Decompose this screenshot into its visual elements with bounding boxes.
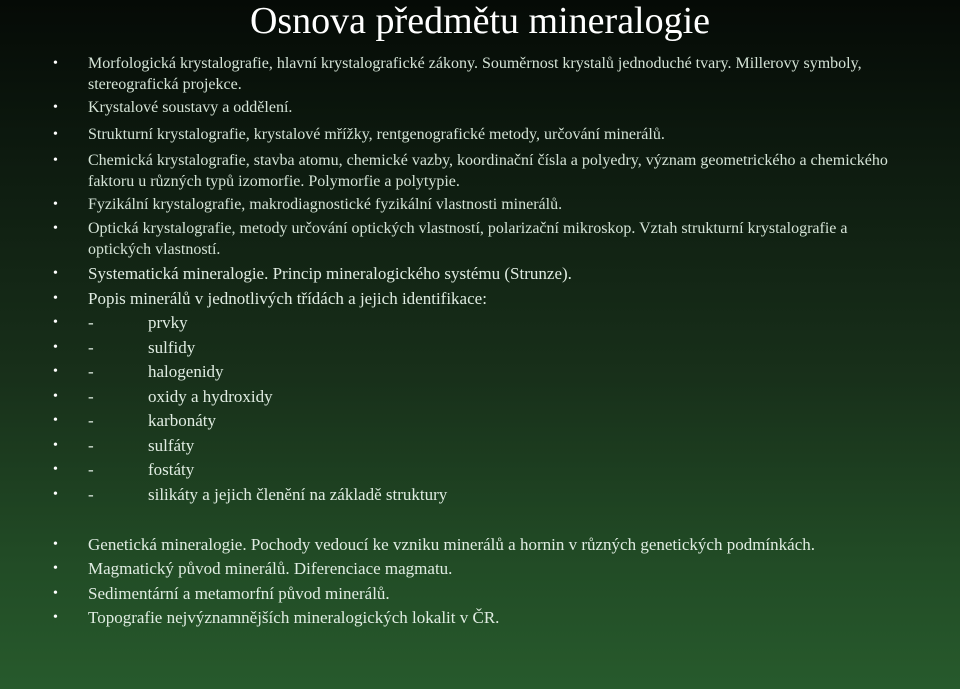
list-item-text: Topografie nejvýznamnějších mineralogických lokalit v ČR.	[88, 608, 500, 627]
bullet-icon: •	[53, 56, 58, 71]
sub-list-item-text: prvky	[148, 313, 188, 332]
bullet-icon: •	[53, 561, 58, 576]
bullet-icon: •	[53, 413, 58, 428]
dash-marker: -	[88, 436, 94, 455]
list-item-text: Krystalové soustavy a oddělení.	[88, 99, 293, 116]
dash-marker: -	[88, 387, 94, 406]
bullet-icon: •	[53, 610, 58, 625]
list-item-text: Chemická krystalografie, stavba atomu, chemické vazby, koordinační čísla a polyedry, význam geometrického a chemického faktoru u různých typů izomorfie. Polymorfie a polytypie.	[88, 152, 888, 190]
bullet-icon: •	[53, 127, 58, 142]
slide-title: Osnova předmětu mineralogie	[249, 0, 711, 42]
dash-marker: -	[88, 313, 94, 332]
bullet-icon: •	[53, 438, 58, 453]
dash-marker: -	[88, 411, 94, 430]
list-item-text: Morfologická krystalografie, hlavní krystalografické zákony. Souměrnost krystalů jednoduché tvary. Millerovy symboly, stereografická projekce.	[88, 55, 862, 93]
dash-marker: -	[88, 362, 94, 381]
dash-marker: -	[88, 338, 94, 357]
bullet-icon: •	[53, 221, 58, 236]
dash-marker: -	[88, 460, 94, 479]
bullet-icon: •	[53, 153, 58, 168]
bullet-icon: •	[53, 266, 58, 281]
bullet-icon: •	[53, 197, 58, 212]
bullet-icon: •	[53, 389, 58, 404]
sub-list-item-text: halogenidy	[148, 362, 224, 381]
bullet-icon: •	[53, 315, 58, 330]
sub-list-item-text: karbonáty	[148, 411, 216, 430]
bullet-icon: •	[53, 364, 58, 379]
sub-list-item-text: fostáty	[148, 460, 195, 479]
dash-marker: -	[88, 485, 94, 504]
sub-list-item-text: silikáty a jejich členění na základě struktury	[148, 485, 448, 504]
list-item-text: Popis minerálů v jednotlivých třídách a jejich identifikace:	[88, 289, 487, 308]
bullet-icon: •	[53, 340, 58, 355]
sub-list-item-text: sulfáty	[148, 436, 195, 455]
bullet-icon: •	[53, 586, 58, 601]
bullet-icon: •	[53, 462, 58, 477]
list-item-text: Optická krystalografie, metody určování optických vlastností, polarizační mikroskop. Vztah strukturní krystalografie a optických vlastností.	[88, 220, 848, 258]
bullet-icon: •	[53, 537, 58, 552]
list-item-text: Systematická mineralogie. Princip mineralogického systému (Strunze).	[88, 264, 572, 283]
list-item-text: Sedimentární a metamorfní původ minerálů.	[88, 584, 390, 603]
bullet-icon: •	[53, 487, 58, 502]
list-item-text: Strukturní krystalografie, krystalové mřížky, rentgenografické metody, určování minerálů.	[88, 126, 665, 143]
bullet-icon: •	[53, 291, 58, 306]
bullet-icon: •	[53, 100, 58, 115]
list-item-text: Genetická mineralogie. Pochody vedoucí ke vzniku minerálů a hornin v různých genetických podmínkách.	[88, 535, 815, 554]
list-item-text: Magmatický původ minerálů. Diferenciace magmatu.	[88, 559, 453, 578]
sub-list-item-text: sulfidy	[148, 338, 196, 357]
sub-list-item-text: oxidy a hydroxidy	[148, 387, 273, 406]
list-item-text: Fyzikální krystalografie, makrodiagnostické fyzikální vlastnosti minerálů.	[88, 196, 563, 213]
